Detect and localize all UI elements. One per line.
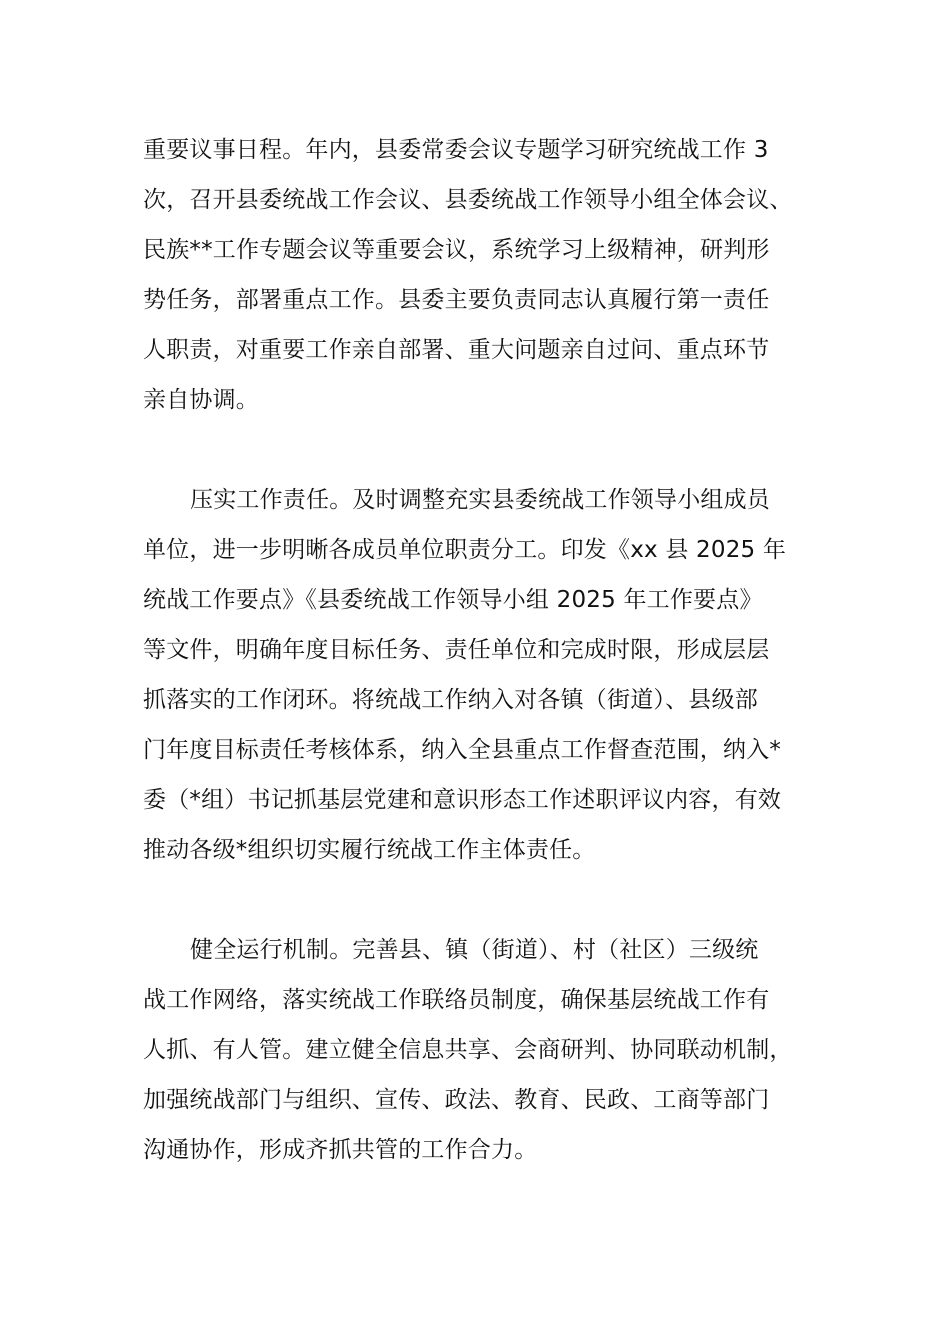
text-line: 抓落实的工作闭环。将统战工作纳入对各镇（街道）、县级部 [143, 687, 758, 713]
text-line: 压实工作责任。及时调整充实县委统战工作领导小组成员 [190, 487, 770, 513]
text-line: 战工作网络，落实统战工作联络员制度，确保基层统战工作有 [143, 987, 770, 1013]
text-line: 门年度目标责任考核体系，纳入全县重点工作督查范围，纳入* [143, 737, 782, 763]
text-line: 人职责，对重要工作亲自部署、重大问题亲自过问、重点环节 [143, 337, 770, 363]
text-line: 次，召开县委统战工作会议、县委统战工作领导小组全体会议、 [143, 187, 793, 213]
paragraph-mechanism [143, 925, 811, 1175]
text-line: 沟通协作，形成齐抓共管的工作合力。 [143, 1137, 538, 1163]
text-line: 推动各级*组织切实履行统战工作主体责任。 [143, 837, 596, 863]
text-line: 重要议事日程。年内，县委常委会议专题学习研究统战工作 3 [143, 137, 769, 163]
text-line: 民族**工作专题会议等重要会议，系统学习上级精神，研判形 [143, 237, 770, 263]
text-line: 健全运行机制。完善县、镇（街道）、村（社区）三级统 [190, 937, 759, 963]
text-line: 势任务，部署重点工作。县委主要负责同志认真履行第一责任 [143, 287, 770, 313]
text-line: 统战工作要点》《县委统战工作领导小组 2025 年工作要点》 [143, 587, 763, 613]
paragraph-agenda [143, 125, 811, 425]
paragraph-responsibility [143, 475, 811, 875]
text-line: 委（*组）书记抓基层党建和意识形态工作述职评议内容，有效 [143, 787, 782, 813]
text-line: 等文件，明确年度目标任务、责任单位和完成时限，形成层层 [143, 637, 770, 663]
text-line: 亲自协调。 [143, 387, 259, 413]
text-line: 加强统战部门与组织、宣传、政法、教育、民政、工商等部门 [143, 1087, 770, 1113]
text-line: 人抓、有人管。建立健全信息共享、会商研判、协同联动机制， [143, 1037, 793, 1063]
text-line: 单位，进一步明晰各成员单位职责分工。印发《xx 县 2025 年 [143, 537, 787, 563]
